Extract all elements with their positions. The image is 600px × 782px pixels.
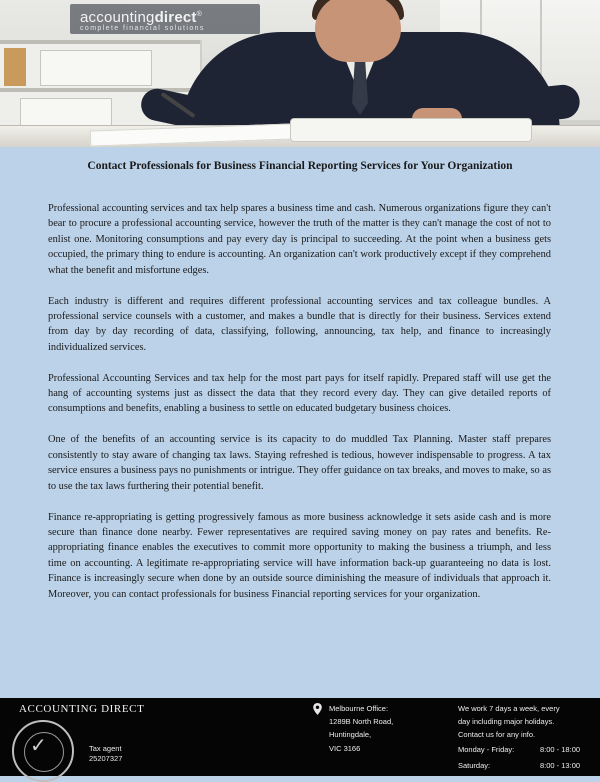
article-paragraph: Professional Accounting Services and tax help for the most part pays for itself rapidly. Prepared staff will use get the hang of accounting systems just as dissect the data that they record every day. They can give detailed reports of consumptions and benefits, enabling a business to settle on educated budgetary business choices. (48, 372, 551, 415)
brand-tagline: complete financial solutions (80, 25, 205, 32)
hours-line: day including major holidays. (458, 717, 555, 727)
tax-agent-info (89, 744, 122, 763)
tax-agent-number: 25207327 (89, 753, 123, 763)
hours-line: We work 7 days a week, every (458, 704, 560, 713)
brand-logo[interactable] (80, 9, 205, 32)
schedule-day: Monday - Friday: (458, 745, 515, 754)
opening-hours-note (458, 702, 560, 742)
footer-brand: ACCOUNTING DIRECT (19, 703, 145, 715)
office-street: 1289B North Road, (329, 717, 394, 727)
tax-practitioners-seal-icon: ✓ (12, 720, 74, 782)
article-paragraph: Each industry is different and requires different professional accounting services and tax colleague bundles. A professional service counsels with a customer, and makes a bundle that is directly for their business. Services extend from day by day recording of data, classifying, following, announcing, tax help, and finance to increasingly individualized services. (48, 295, 551, 353)
schedule-day: Saturday: (458, 761, 491, 770)
footer (0, 698, 600, 776)
office-state: VIC 3166 (329, 743, 361, 753)
contact-line: Contact us for any info. (458, 730, 536, 740)
office-label: Melbourne Office: (329, 704, 389, 713)
location-pin-icon (313, 703, 322, 715)
office-suburb: Huntingdale, (329, 730, 372, 740)
article-body (48, 201, 551, 617)
schedule-time: 8:00 - 13:00 (540, 761, 581, 770)
open-binder (290, 118, 532, 142)
brand-name: accountingdirect® (80, 9, 202, 26)
tax-agent-label: Tax agent (89, 744, 122, 753)
office-address (329, 702, 393, 755)
article-paragraph: Professional accounting services and tax help spares a business time and cash. Numerous organizations figure they can't bear to procure a professional accounting service, however the truth of the matter is they can't manage the cost of not to enlist one. Monitoring consumptions and pay every day is principal to succeeding. At the point when a business gets occupied, the primary thing to endure is accounting. An organization can't work productively except if they comprehend what the benefit and misfortune edges. (48, 203, 551, 276)
article-paragraph: Finance re-appropriating is getting progressively famous as more business acknowledge it sets aside cash and is more secure than finance done nearby. Fewer representatives are required saving money on pay rates and benefits. Re-appropriating finance enables the executives to commit more opportunity to making the business a triumph, and less time on accounting. A legitimate re-appropriating service will have information back-up guaranteeing no data is lost. Finance is increasingly secure when done by an outside source diminishing the measure of individuals that approach it. Moreover, you can contact professionals for business Financial reporting services for your organization. (48, 511, 551, 600)
schedule-time: 8:00 - 18:00 (540, 745, 581, 754)
article-title: Contact Professionals for Business Financial Reporting Services for Your Organization (87, 160, 513, 172)
article-paragraph: One of the benefits of an accounting service is its capacity to do muddled Tax Planning. Master staff prepares consistently to stay aware of changing tax laws. Staying refreshed is tedious, however indispensable to progress. A tax service ensures a business pays no punishments or intrigue. They offer guidance on tax breaks, and moves to make, so as to use the tax laws furthering their potential benefit. (48, 434, 551, 492)
